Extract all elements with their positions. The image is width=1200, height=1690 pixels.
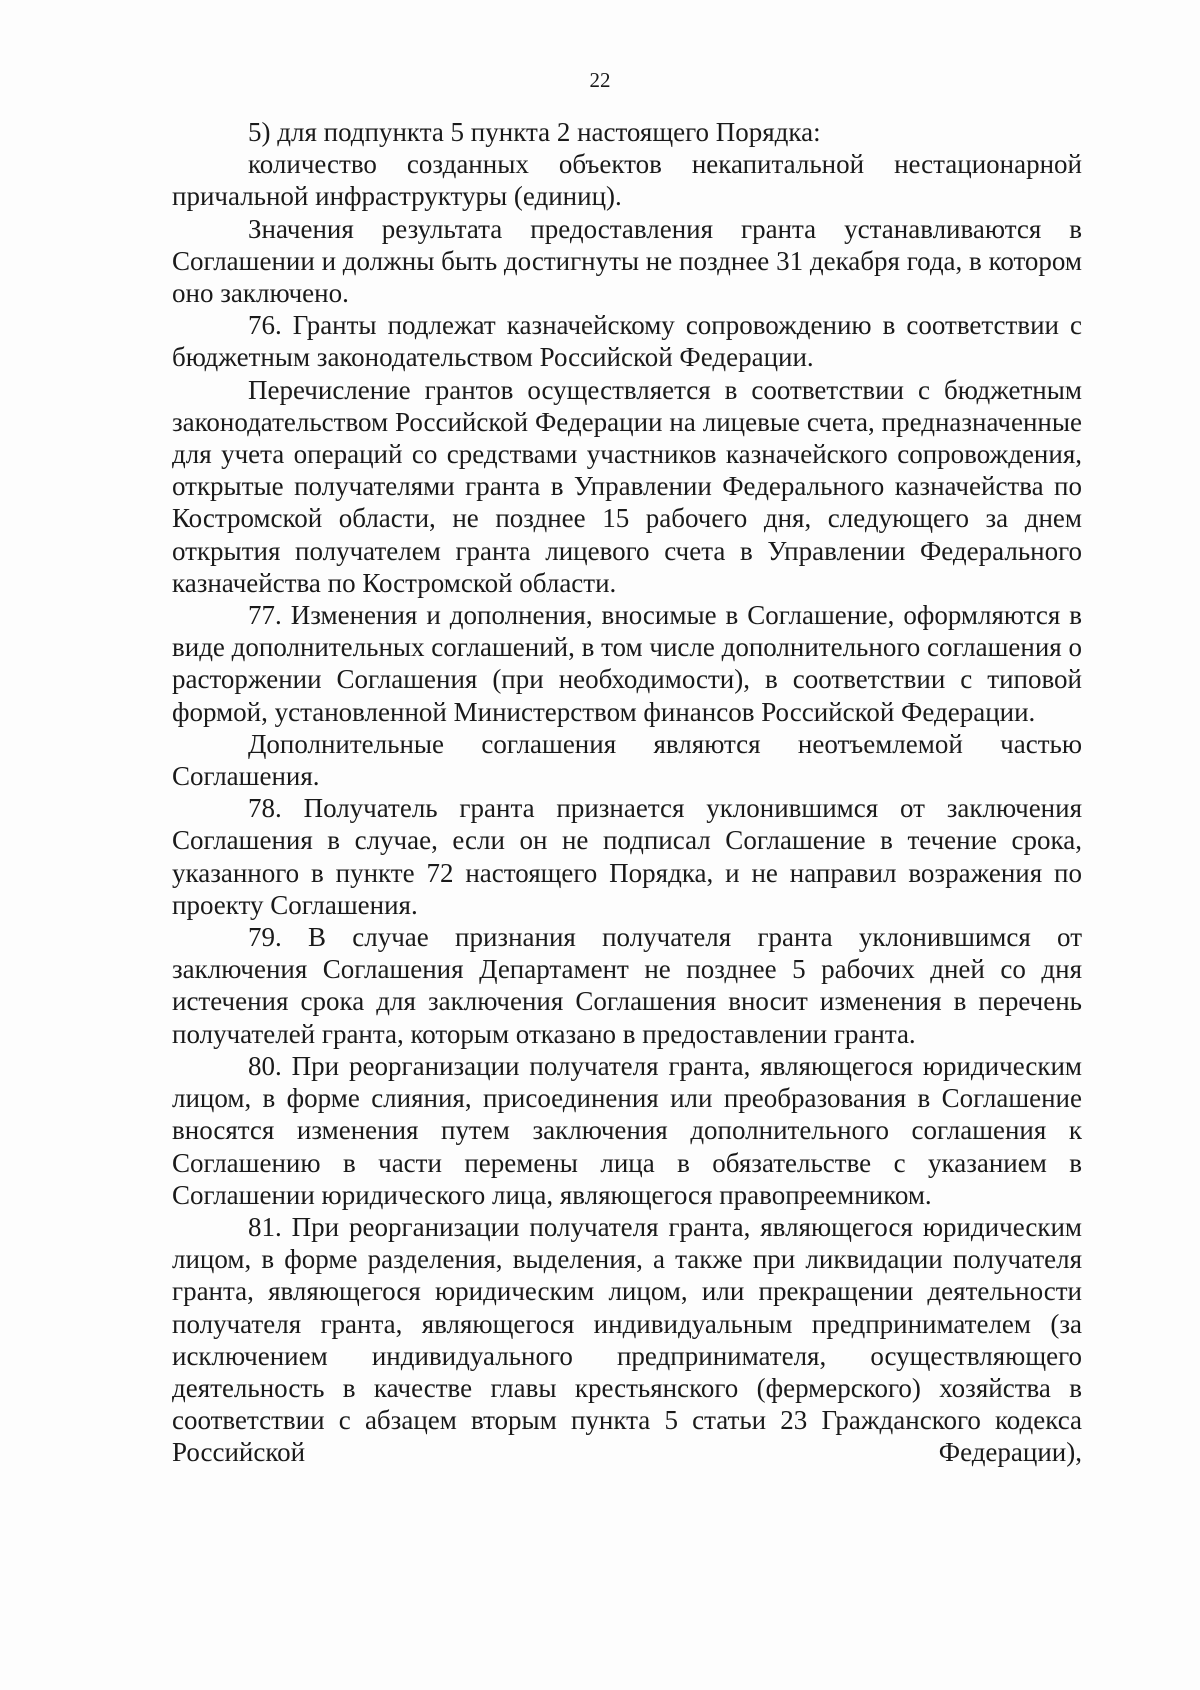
paragraph-clause-81: 81. При реорганизации получателя гранта, являющегося юридическим лицом, в форме разделения, выделения, а также при ликвидации получателя гранта, являющегося юридическим лицом, или прекращении деятельности получателя гранта, являющегося индивидуальным предпринимателем (за исключением индивидуального предпринимателя, осуществляющего деятельность в качестве главы крестьянского (фермерского) хозяйства в соответствии с абзацем вторым пункта 5 статьи 23 Гражданского кодекса Российской Федерации), [172,1211,1082,1468]
paragraph-clause-79: 79. В случае признания получателя гранта уклонившимся от заключения Соглашения Департамент не позднее 5 рабочих дней со дня истечения срока для заключения Соглашения вносит изменения в перечень получателей гранта, которым отказано в предоставлении гранта. [172,922,1082,1049]
paragraph-clause-78: 78. Получатель гранта признается уклонившимся от заключения Соглашения в случае, если он не подписал Соглашение в течение срока, указанного в пункте 72 настоящего Порядка, и не направил возражения по проекту Соглашения. [172,793,1082,920]
paragraph-subitem-5: 5) для подпункта 5 пункта 2 настоящего Порядка: [248,117,821,147]
paragraph-grant-transfer: Перечисление грантов осуществляется в соответствии с бюджетным законодательством Российской Федерации на лицевые счета, предназначенные для учета операций со средствами участников казначейского сопровождения, открытые получателями гранта в Управлении Федерального казначейства по Костромской области, не позднее 15 рабочего дня, следующего за днем открытия получателем гранта лицевого счета в Управлении Федерального казначейства по Костромской области. [172,374,1082,598]
paragraph-clause-76: 76. Гранты подлежат казначейскому сопровождению в соответствии с бюджетным законодательством Российской Федерации. [172,310,1082,373]
paragraph-result-values: Значения результата предоставления гранта устанавливаются в Соглашении и должны быть достигнуты не позднее 31 декабря года, в котором оно заключено. [172,213,1082,309]
paragraph-result-quantity: количество созданных объектов некапитальной нестационарной причальной инфраструктуры (единиц). [172,149,1082,212]
paragraph-clause-77: 77. Изменения и дополнения, вносимые в Соглашение, оформляются в виде дополнительных соглашений, в том числе дополнительного соглашения о расторжении Соглашения (при необходимости), в соответствии с типовой формой, установленной Министерством финансов Российской Федерации. [172,600,1082,727]
paragraph-additional-agreements: Дополнительные соглашения являются неотъемлемой частью Соглашения. [172,728,1082,792]
document-body [172,116,1082,1469]
page-number: 22 [589,68,611,92]
paragraph-clause-80: 80. При реорганизации получателя гранта, являющегося юридическим лицом, в форме слияния, присоединения или преобразования в Соглашение вносятся изменения путем заключения дополнительного соглашения к Соглашению в части перемены лица в обязательстве с указанием в Соглашении юридического лица, являющегося правопреемником. [172,1050,1082,1210]
